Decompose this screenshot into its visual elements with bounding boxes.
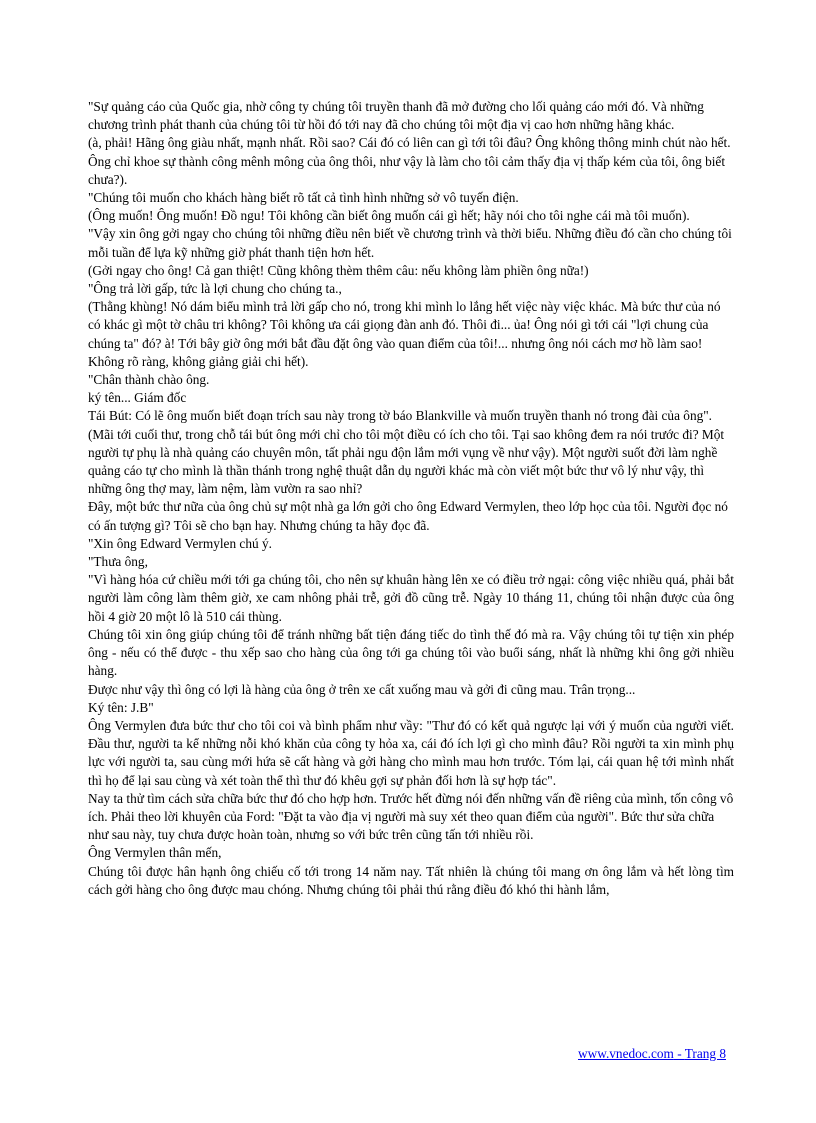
paragraph-22: Ông Vermylen thân mến, <box>88 845 222 861</box>
paragraph-9: "Chân thành chào ông. <box>88 372 210 388</box>
website-link[interactable]: www.vnedoc.com <box>578 1046 674 1061</box>
page-content <box>88 98 734 899</box>
paragraph-17: Chúng tôi xin ông giúp chúng tôi để tránh những bất tiện đáng tiếc do tình thế đó mà ra. Vậy chúng tôi tự tiện xin phép ông - nếu có thể được - thu xếp sao cho hàng của ông tới ga chúng tôi vào buổi sáng, nhất là những khi ông gởi nhiều hàng. <box>88 626 734 679</box>
paragraph-2: (à, phải! Hãng ông giàu nhất, mạnh nhất. Rồi sao? Cái đó có liên can gì tới tôi đâu? Ông không thông minh chút nào hết. Ông chỉ khoe sự thành công mênh mông của ông thôi, như vậy là làm cho tôi cảm thấy địa vị thấp kém của tôi, ông biết chưa?). <box>88 135 731 187</box>
paragraph-13: Đây, một bức thư nữa của ông chủ sự một nhà ga lớn gởi cho ông Edward Vermylen, theo lớp học của tôi. Người đọc nó có ấn tượng gì? Tôi sẽ cho bạn hay. Nhưng chúng ta hãy đọc đã. <box>88 499 728 533</box>
page-number[interactable]: Trang 8 <box>684 1046 726 1061</box>
paragraph-12: (Mãi tới cuối thư, trong chỗ tái bút ông mới chỉ cho tôi một điều có ích cho tôi. Tại sao không đem ra nói trước đi? Một người tự phụ là nhà quảng cáo chuyên môn, tất phải ngu độn lắm mới vụng về như vậy). Một người suốt đời làm nghề quảng cáo tự cho mình là thần thánh trong nghệ thuật dẫn dụ người khác mà còn viết một bức thư vô lý như vậy, thì những ông thợ may, làm nệm, làm vườn ra sao nhỉ? <box>88 426 725 497</box>
paragraph-23: Chúng tôi được hân hạnh ông chiếu cố tới trong 14 năm nay. Tất nhiên là chúng tôi mang ơn ông lắm và hết lòng tìm cách gởi hàng cho ông được mau chóng. Nhưng chúng tôi phải thú rằng điều đó khó thi hành lắm, <box>88 863 734 897</box>
paragraph-15: "Thưa ông, <box>88 554 148 570</box>
paragraph-7: "Ông trả lời gấp, tức là lợi chung cho chúng ta., <box>88 281 342 297</box>
paragraph-10: ký tên... Giám đốc <box>88 390 187 406</box>
paragraph-18: Được như vậy thì ông có lợi là hàng của ông ở trên xe cất xuống mau và gởi đi cũng mau. Trân trọng... <box>88 681 636 697</box>
paragraph-14: "Xin ông Edward Vermylen chú ý. <box>88 535 272 551</box>
paragraph-4: (Ông muốn! Ông muốn! Đồ ngu! Tôi không cần biết ông muốn cái gì hết; hãy nói cho tôi nghe cái mà tôi muốn). <box>88 208 690 224</box>
paragraph-19: Ký tên: J.B" <box>88 699 154 715</box>
paragraph-5: "Vậy xin ông gởi ngay cho chúng tôi những điều nên biết về chương trình và thời biểu. Những điều đó cần cho chúng tôi mỗi tuần để lựa kỹ những giờ phát thanh tiện hơn hết. <box>88 226 732 260</box>
paragraph-1: "Sự quảng cáo của Quốc gia, nhờ công ty chúng tôi truyền thanh đã mở đường cho lối quảng cáo mới đó. Và những chương trình phát thanh của chúng tôi từ hồi đó tới nay đã cho chúng tôi một địa vị cao hơn những hãng khác. <box>88 99 704 133</box>
paragraph-8: (Thằng khùng! Nó dám biểu mình trả lời gấp cho nó, trong khi mình lo lắng hết việc này việc khác. Mà bức thư của nó có khác gì một tờ châu tri không? Tôi không ưa cái giọng đàn anh đó. Thôi đi... ủa! Ông nói gì tới cái "lợi chung của chúng ta" đó? à! Tới bây giờ ông mới bắt đầu đặt ông vào quan điểm của tôi!... nhưng ông nói cách mơ hồ làm sao! Không rõ ràng, không giảng giải chi hết). <box>88 299 721 369</box>
paragraph-21: Nay ta thử tìm cách sửa chữa bức thư đó cho hợp hơn. Trước hết đừng nói đến những vấn đề riêng của mình, tốn công vô ích. Phải theo lời khuyên của Ford: "Đặt ta vào địa vị người mà suy xét theo quan điểm của người". Bức thư sửa chữa như sau này, tuy chưa được hoàn toàn, nhưng so với bức trên cũng tấn tới nhiều rồi. <box>88 790 734 843</box>
paragraph-3: "Chúng tôi muốn cho khách hàng biết rõ tất cả tình hình những sở vô tuyến điện. <box>88 190 519 206</box>
footer-separator: - <box>673 1046 685 1061</box>
paragraph-11: Tái Bút: Có lẽ ông muốn biết đoạn trích sau này trong tờ báo Blankville và muốn truyền thanh nó trong đài của ông". <box>88 408 712 424</box>
page-footer <box>578 1045 726 1063</box>
paragraph-20: Ông Vermylen đưa bức thư cho tôi coi và bình phẩm như vầy: "Thư đó có kết quả ngược lại với ý muốn của người viết. Đầu thư, người ta kể những nỗi khó khăn của công ty hỏa xa, cái đó ích lợi gì cho mình đâu? Rồi người ta xin mình phụ lực với người ta, sau cùng mới hứa sẽ cất hàng và gởi hàng cho mình mau hơn trước. Tóm lại, cái quan hệ tới mình nhất thì họ để lại sau cùng và xét toàn thể thì thư đó khêu gợi sự phản đối hơn là sự hợp tác". <box>88 717 734 788</box>
paragraph-16: "Vì hàng hóa cứ chiều mới tới ga chúng tôi, cho nên sự khuân hàng lên xe có điều trở ngại: công việc nhiều quá, phải bắt người làm công làm thêm giờ, xe cam nhông phải trễ, gởi đồ cũng trễ. Ngày 10 tháng 11, chúng tôi nhận được của ông hồi 4 giờ 20 một lô là 510 cái thùng. <box>88 572 734 624</box>
paragraph-6: (Gởi ngay cho ông! Cả gan thiệt! Cũng không thèm thêm câu: nếu không làm phiền ông nữa!) <box>88 262 589 278</box>
